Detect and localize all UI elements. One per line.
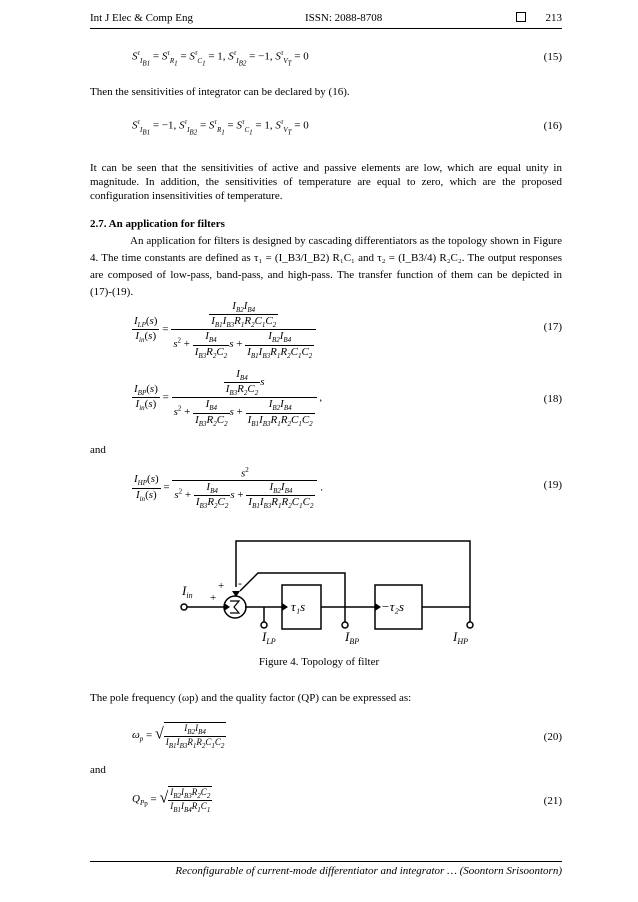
equation-16: $S^\tau_{I_{B1}} = -1$, $S^\tau_{I_{B2}} = S^\tau_{R_1} = S^\tau_{C_1} = 1$, $S^\tau_{V_T} = 0$ <box>132 118 309 137</box>
footer-rule <box>90 861 562 862</box>
paragraph-2: It can be seen that the sensitivities of active and passive elements are low, which are equal unity in magnitude. In addition, the sensitivities of temperature are equal to zero, which are the proposed configuration insensitivities of temperature. <box>90 162 562 202</box>
eq17-number: (17) <box>543 321 562 333</box>
page-number: 213 <box>545 12 562 24</box>
equation-18: $\frac{I_{BP}(s)}{I_{in}(s)}$ = $\frac{I_{B4}}{I_{B3}R_2C_2}$ s $s^2$ + $\frac{I_{B4}}{I_{B3}R_2C_2}$ s + $\frac{I_{B2}I_{B4}}{I_{B1}I_{B3}R_1R_2C_1C_2}$ , <box>134 368 323 428</box>
figure-caption: Figure 4. Topology of filter <box>258 656 380 668</box>
page-header <box>90 12 562 28</box>
eq15-number: (15) <box>543 51 562 63</box>
and-2: and <box>90 764 106 776</box>
input-label: $I_{in}$ <box>182 583 193 600</box>
footer-text: Reconfigurable of current-mode differentiator and integrator … (Soontorn Srisoontorn) <box>175 865 562 877</box>
issn: ISSN: 2088-8708 <box>305 12 383 24</box>
paragraph-3: An application for filters is designed by cascading differentiators as the topology shown in Figure 4. The time constants are defined as τ₁ = (I_B3/I_B2) R₁C₁ and τ₂ = (I_B3/4) R₂C₂. The output responses are composed of low-pass, band-pass, and high-pass. The transfer function of them can be depicted in (17)-(19). <box>90 235 562 298</box>
plus-sign-top: + <box>218 580 225 592</box>
equation-17: $\frac{I_{LP}(s)}{I_{in}(s)}$ = $\frac{I_{B2}I_{B4}}{I_{B1}I_{B3}R_1R_2C_1C_2}$ $s^2$ + $\frac{I_{B4}}{I_{B3}R_2C_2}$ s + $\frac{I_{B2}I_{B4}}{I_{B1}I_{B3}R_1R_2C_1C_2}$ <box>132 300 316 360</box>
eq20-number: (20) <box>543 731 562 743</box>
checkbox-square-icon <box>516 12 526 22</box>
plus-sign-input: + <box>210 592 217 604</box>
paragraph-4: The pole frequency (ωp) and the quality factor (QP) can be expressed as: <box>90 692 412 704</box>
output-lp-label: $I_{LP}$ <box>262 629 276 646</box>
tau1-label: τ₁s <box>291 599 306 614</box>
paragraph-1: Then the sensitivities of integrator can be declared by (16). <box>90 86 350 98</box>
feedback-loop-hp <box>236 541 470 607</box>
eq19-number: (19) <box>543 479 562 491</box>
eq21-number: (21) <box>543 795 562 807</box>
equation-19: $\frac{I_{HP}(s)}{I_{in}(s)}$ = $s^2$ $s^2$ + $\frac{I_{B4}}{I_{B3}R_2C_2}$ s + $\frac{I_{B2}I_{B4}}{I_{B1}I_{B3}R_1R_2C_1C_2}$ . <box>134 466 323 511</box>
page-number-block <box>516 12 563 24</box>
equation-20: $\omega_p$ = √ $\frac{I_{B2}I_{B4}}{I_{B1}I_{B3}R_1R_2C_1C_2}$ <box>132 723 225 750</box>
eq16-number: (16) <box>543 120 562 132</box>
equation-15: $S^\tau_{I_{B1}} = S^\tau_{R_1} = S^\tau_{C_1} = 1$, $S^\tau_{I_{B2}} = -1$, $S^\tau_{V_T} = 0$ <box>132 49 309 68</box>
output-bp-label: $I_{BP}$ <box>345 629 360 646</box>
header-rule <box>90 28 562 29</box>
output-hp-label: $I_{HP}$ <box>453 629 469 646</box>
eq18-number: (18) <box>543 393 562 405</box>
journal-name: Int J Elec & Comp Eng <box>90 12 193 24</box>
equation-21: $Q_{Pp}$ = √ $\frac{I_{B2}I_{B3}R_2C_2}{I_{B1}I_{B4}R_1C_1}$ <box>132 787 211 814</box>
and-1: and <box>90 444 106 456</box>
minus-sign: - <box>238 576 242 590</box>
section-title: 2.7. An application for filters <box>90 218 225 230</box>
filter-topology-diagram <box>170 535 500 650</box>
tau2-label: −τ₂s <box>381 599 405 614</box>
